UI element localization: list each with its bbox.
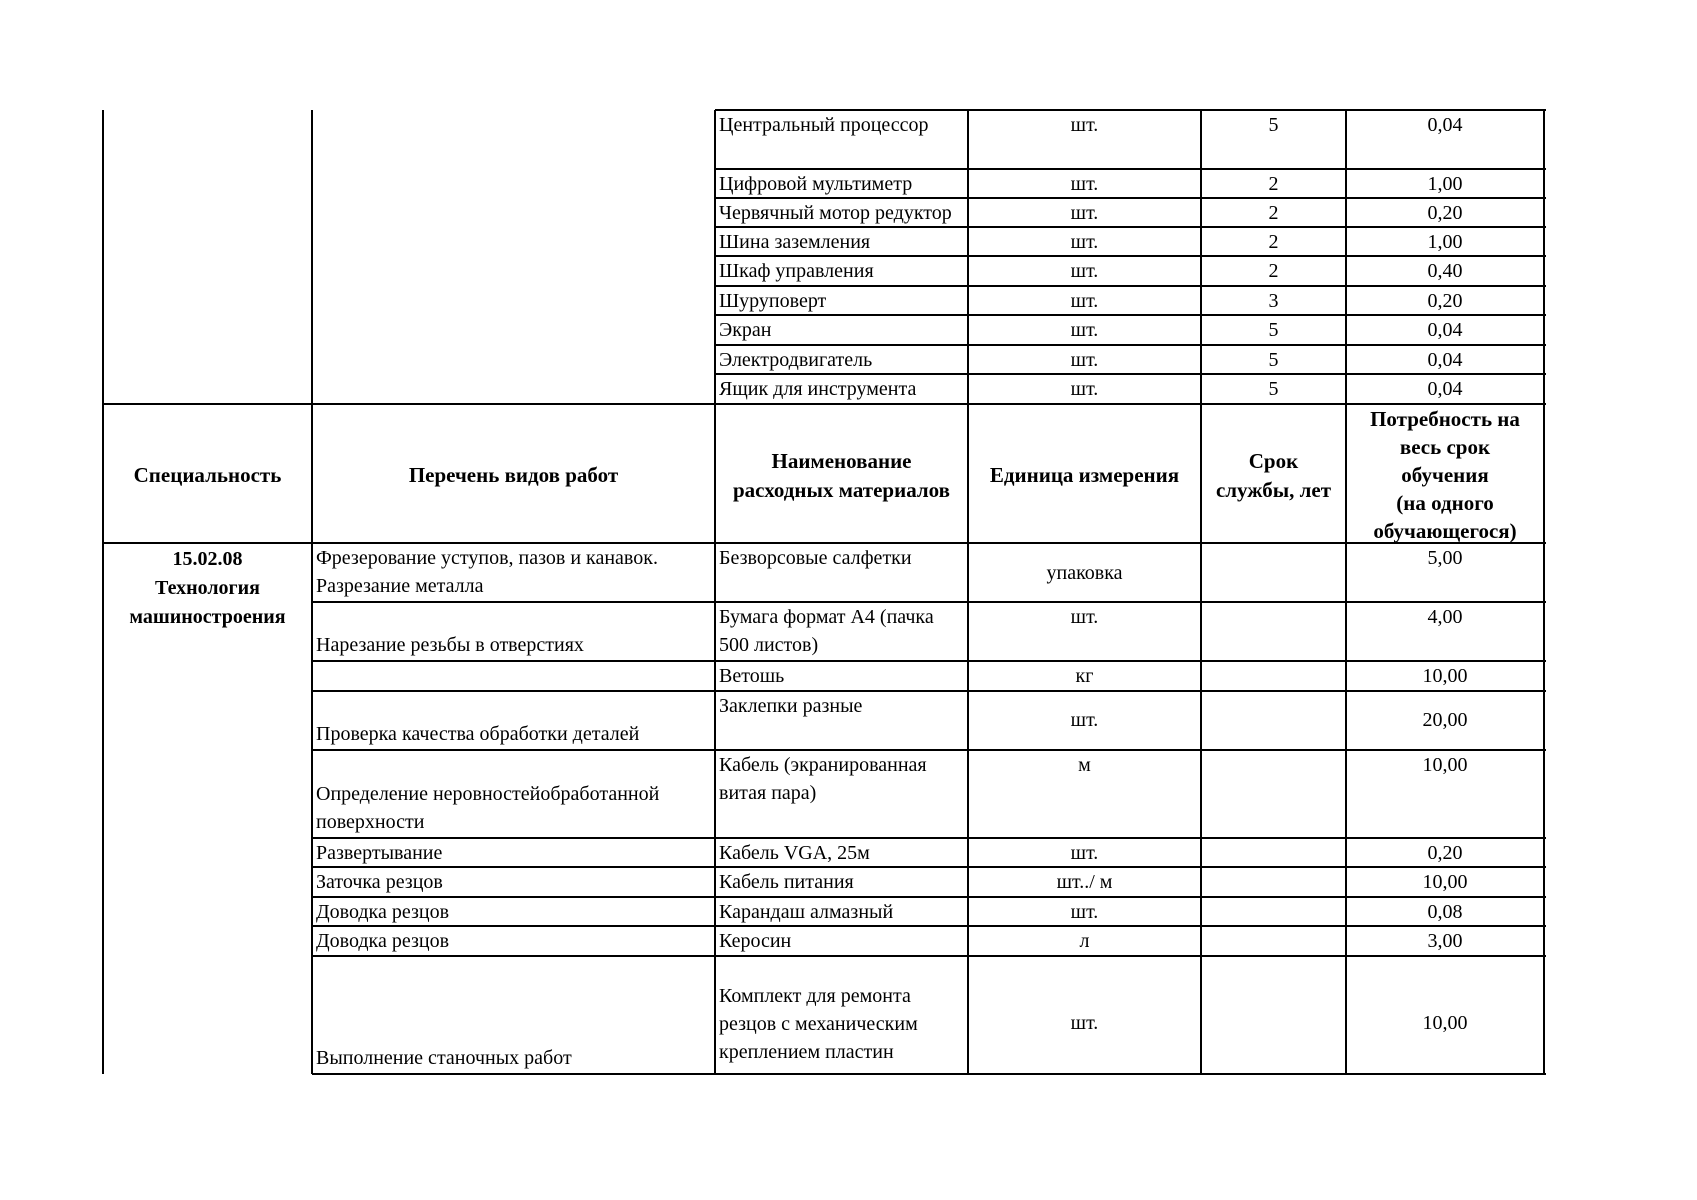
header-materials: Наименование — [771, 449, 912, 473]
material-name-cell: Экран — [719, 319, 772, 341]
material-name-cell: Кабель питания — [719, 871, 854, 893]
unit-cell: шт. — [1070, 173, 1099, 195]
material-name-cell: Электродвигатель — [719, 349, 873, 371]
material-name-cell: Цифровой мультиметр — [719, 173, 913, 195]
table-rule — [312, 1073, 1546, 1075]
unit-cell: шт. — [1070, 202, 1099, 224]
material-name-cell: 500 листов) — [719, 634, 819, 656]
unit-cell: шт. — [1070, 1012, 1099, 1034]
material-name-cell: Карандаш алмазный — [719, 901, 894, 923]
unit-cell: шт. — [1070, 349, 1099, 371]
unit-cell: шт. — [1070, 709, 1099, 731]
unit-cell: шт. — [1070, 842, 1099, 864]
work-type-cell: Выполнение станочных работ — [316, 1047, 572, 1069]
service-life-cell: 2 — [1268, 202, 1279, 224]
need-cell: 0,20 — [1427, 842, 1463, 864]
need-cell: 10,00 — [1422, 871, 1468, 893]
service-life-cell: 2 — [1268, 173, 1279, 195]
header-need: обучающегося) — [1373, 519, 1517, 543]
header-need: весь срок — [1399, 435, 1491, 459]
service-life-cell: 3 — [1268, 290, 1279, 312]
work-type-cell: поверхности — [316, 811, 425, 833]
specialty-cell: Технология — [155, 577, 260, 599]
material-name-cell: Комплект для ремонта — [719, 985, 911, 1007]
material-name-cell: Шуруповерт — [719, 290, 827, 312]
table-rule — [312, 955, 1546, 957]
material-name-cell: Бумага формат А4 (пачка — [719, 606, 934, 628]
unit-cell: кг — [1075, 665, 1094, 687]
unit-cell: шт. — [1070, 319, 1099, 341]
work-type-cell: Фрезерование уступов, пазов и канавок. — [316, 547, 658, 569]
header-service-life: службы, лет — [1215, 478, 1332, 502]
work-type-cell: Заточка резцов — [316, 871, 443, 893]
header-materials: расходных материалов — [732, 478, 950, 502]
need-cell: 0,04 — [1427, 378, 1463, 400]
need-cell: 0,04 — [1427, 114, 1463, 136]
unit-cell: л — [1079, 930, 1090, 952]
need-cell: 0,08 — [1427, 901, 1463, 923]
need-cell: 10,00 — [1422, 1012, 1468, 1034]
service-life-cell: 5 — [1268, 114, 1279, 136]
header-specialty: Специальность — [133, 463, 282, 487]
work-type-cell: Проверка качества обработки деталей — [316, 723, 640, 745]
material-name-cell: Шина заземления — [719, 231, 871, 253]
service-life-cell: 5 — [1268, 319, 1279, 341]
material-name-cell: Червячный мотор редуктор — [719, 202, 952, 224]
work-type-cell: Доводка резцов — [316, 901, 450, 923]
header-need: обучения — [1401, 463, 1489, 487]
unit-cell: шт. — [1070, 231, 1099, 253]
header-works: Перечень видов работ — [408, 463, 619, 487]
unit-cell: шт. — [1070, 114, 1099, 136]
work-type-cell: Определение неровностейобработанной — [316, 783, 660, 805]
material-name-cell: Ветошь — [719, 665, 785, 687]
service-life-cell: 5 — [1268, 378, 1279, 400]
need-cell: 10,00 — [1422, 665, 1468, 687]
need-cell: 0,04 — [1427, 319, 1463, 341]
material-name-cell: Безворсовые салфетки — [719, 547, 912, 569]
material-name-cell: Ящик для инструмента — [719, 378, 917, 400]
material-name-cell: Керосин — [719, 930, 792, 952]
header-unit: Единица измерения — [989, 463, 1180, 487]
work-type-cell: Развертывание — [316, 842, 443, 864]
need-cell: 0,04 — [1427, 349, 1463, 371]
material-name-cell: креплением пластин — [719, 1041, 894, 1063]
material-name-cell: витая пара) — [719, 782, 817, 804]
service-life-cell: 2 — [1268, 231, 1279, 253]
unit-cell: шт. — [1070, 901, 1099, 923]
material-name-cell: Кабель VGA, 25м — [719, 842, 870, 864]
unit-cell: шт. — [1070, 260, 1099, 282]
unit-cell: шт. — [1070, 378, 1099, 400]
need-cell: 1,00 — [1427, 231, 1463, 253]
need-cell: 20,00 — [1422, 709, 1468, 731]
specialty-cell: машиностроения — [129, 606, 286, 628]
need-cell: 1,00 — [1427, 173, 1463, 195]
specialty-cell: 15.02.08 — [172, 548, 243, 570]
material-name-cell: Шкаф управления — [719, 260, 874, 282]
unit-cell: м — [1078, 754, 1091, 776]
unit-cell: шт../ м — [1056, 871, 1113, 893]
work-type-cell: Нарезание резьбы в отверстиях — [316, 634, 584, 656]
service-life-cell: 5 — [1268, 349, 1279, 371]
material-name-cell: Центральный процессор — [719, 114, 929, 136]
need-cell: 3,00 — [1427, 930, 1463, 952]
work-type-cell: Разрезание металла — [316, 575, 484, 597]
need-cell: 0,20 — [1427, 290, 1463, 312]
unit-cell: упаковка — [1046, 562, 1123, 584]
service-life-cell: 2 — [1268, 260, 1279, 282]
unit-cell: шт. — [1070, 606, 1099, 628]
table-rule — [103, 403, 1546, 405]
need-cell: 0,20 — [1427, 202, 1463, 224]
unit-cell: шт. — [1070, 290, 1099, 312]
need-cell: 10,00 — [1422, 754, 1468, 776]
material-name-cell: Заклепки разные — [719, 695, 863, 717]
material-name-cell: резцов с механическим — [719, 1013, 918, 1035]
header-service-life: Срок — [1248, 449, 1299, 473]
material-name-cell: Кабель (экранированная — [719, 754, 927, 776]
work-type-cell: Доводка резцов — [316, 930, 450, 952]
need-cell: 5,00 — [1427, 547, 1463, 569]
need-cell: 4,00 — [1427, 606, 1463, 628]
header-need: (на одного — [1396, 491, 1494, 515]
header-need: Потребность на — [1370, 407, 1520, 431]
need-cell: 0,40 — [1427, 260, 1463, 282]
